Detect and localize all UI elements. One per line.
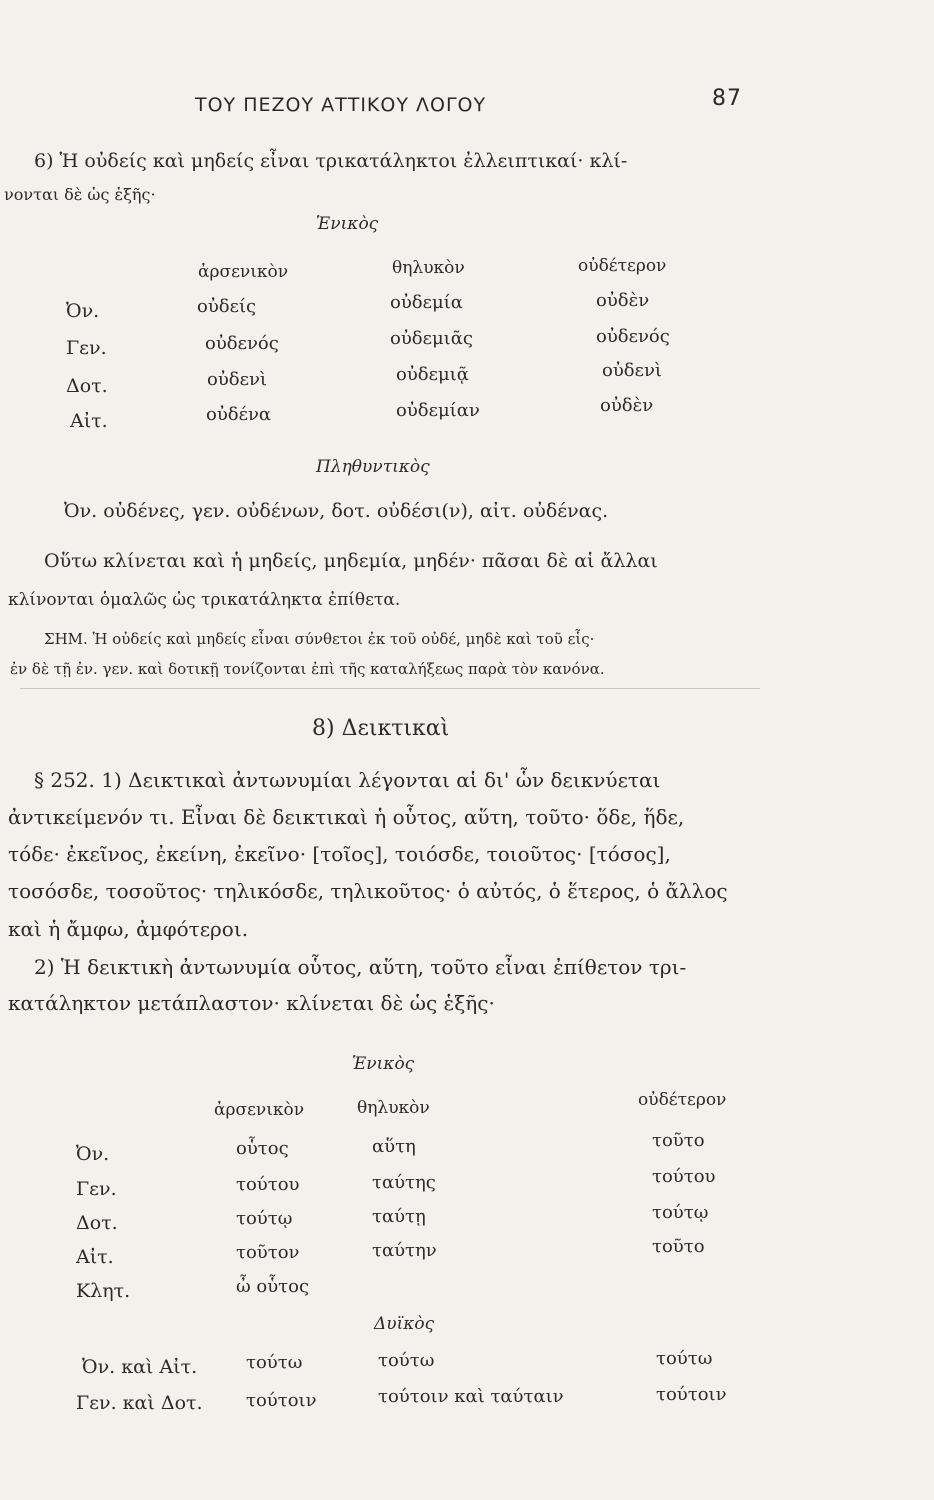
section8-title: 8) Δεικτικαὶ bbox=[312, 716, 450, 741]
table1-cell: οὐδενός bbox=[596, 326, 670, 347]
table2-case: Δοτ. bbox=[76, 1212, 118, 1234]
table2-cell: τοῦτο bbox=[652, 1130, 705, 1151]
table2-cell: τούτου bbox=[236, 1174, 300, 1195]
para-outo-line1: Οὕτω κλίνεται καὶ ἡ μηδείς, μηδεμία, μηδέν· πᾶσαι δὲ αἱ ἄλλαι bbox=[44, 550, 658, 572]
table1-cell: οὐδενός bbox=[205, 333, 279, 354]
table2-case: Αἰτ. bbox=[76, 1246, 114, 1268]
table1-cell: οὐδένα bbox=[206, 404, 272, 425]
page-number: 87 bbox=[712, 86, 742, 111]
para252-line2: ἀντικείμενόν τι. Εἶναι δὲ δεικτικαὶ ἡ οὗτος, αὕτη, τοῦτο· ὅδε, ἥδε, bbox=[8, 805, 685, 829]
divider-rule bbox=[20, 688, 760, 689]
table2-cell: οὗτος bbox=[236, 1138, 289, 1159]
table2-cell: τούτου bbox=[652, 1166, 716, 1187]
table2-dual-case: Γεν. καὶ Δοτ. bbox=[76, 1392, 203, 1414]
table1-cell: οὐδὲν bbox=[596, 290, 650, 311]
running-title: ΤΟΥ ΠΕΖΟΥ ΑΤΤΙΚΟΥ ΛΟΓΟΥ bbox=[195, 94, 487, 116]
table2-dual-title: Δυϊκὸς bbox=[374, 1314, 435, 1334]
table2-cell: αὕτη bbox=[372, 1136, 416, 1157]
table2-case: Κλητ. bbox=[76, 1280, 131, 1302]
table2-col-masc: ἀρσενικὸν bbox=[214, 1100, 305, 1120]
table2-cell: τούτοιν καὶ ταύταιν bbox=[378, 1386, 564, 1407]
table1-cell: οὐδὲν bbox=[600, 395, 654, 416]
para252-line1: § 252. 1) Δεικτικαὶ ἀντωνυμίαι λέγονται αἱ δι' ὧν δεικνύεται bbox=[34, 768, 661, 792]
para6-line1: 6) Ἡ οὐδείς καὶ μηδείς εἶναι τρικατάληκτοι ἐλλειπτικαί· κλί- bbox=[34, 150, 628, 172]
table1-cell: οὐδενὶ bbox=[602, 360, 662, 381]
table1-plural-line: Ὀν. οὐδένες, γεν. οὐδένων, δοτ. οὐδέσι(ν), αἰτ. οὐδένας. bbox=[64, 500, 609, 522]
table2-singular-title: Ἑνικὸς bbox=[352, 1054, 415, 1074]
table2-cell: ταύτης bbox=[372, 1172, 436, 1193]
table1-singular-title: Ἑνικὸς bbox=[316, 214, 379, 234]
table2-cell: τούτῳ bbox=[652, 1202, 709, 1223]
table1-plural-title: Πληθυντικὸς bbox=[316, 457, 430, 477]
table1-col-fem: θηλυκὸν bbox=[392, 258, 465, 278]
para252-line6: 2) Ἡ δεικτικὴ ἀντωνυμία οὗτος, αὕτη, τοῦτο εἶναι ἐπίθετον τρι- bbox=[34, 955, 687, 979]
table1-cell: οὐδεμίαν bbox=[396, 400, 480, 421]
table2-dual-case: Ὀν. καὶ Αἰτ. bbox=[82, 1356, 198, 1378]
note-line2: ἐν δὲ τῇ ἐν. γεν. καὶ δοτικῇ τονίζονται ἐπὶ τῆς καταλήξεως παρὰ τὸν κανόνα. bbox=[10, 660, 605, 678]
table2-col-neut: οὐδέτερον bbox=[638, 1090, 727, 1110]
table1-cell: οὐδενὶ bbox=[207, 369, 267, 390]
table2-cell: τούτω bbox=[656, 1348, 713, 1369]
para6-line2: νονται δὲ ὡς ἑξῆς· bbox=[4, 185, 156, 204]
para252-line4: τοσόσδε, τοσοῦτος· τηλικόσδε, τηλικοῦτος· ὁ αὐτός, ὁ ἕτερος, ὁ ἄλλος bbox=[8, 879, 728, 903]
para-outo-line2: κλίνονται ὁμαλῶς ὡς τρικατάληκτα ἐπίθετα. bbox=[8, 590, 401, 610]
table1-case: Αἰτ. bbox=[70, 410, 108, 432]
table1-col-masc: ἀρσενικὸν bbox=[198, 262, 289, 282]
para252-line7: κατάληκτον μετάπλαστον· κλίνεται δὲ ὡς ἑξῆς· bbox=[8, 991, 495, 1015]
table2-cell: τούτοιν bbox=[246, 1390, 317, 1411]
para252-line3: τόδε· ἐκεῖνος, ἐκείνη, ἐκεῖνο· [τοῖος], τοιόσδε, τοιοῦτος· [τόσος], bbox=[8, 842, 671, 866]
table2-cell: ταύτῃ bbox=[372, 1206, 426, 1227]
note-line1: ΣΗΜ. Ἡ οὐδείς καὶ μηδείς εἶναι σύνθετοι ἐκ τοῦ οὐδέ, μηδὲ καὶ τοῦ εἷς· bbox=[44, 630, 595, 648]
table2-case: Γεν. bbox=[76, 1178, 117, 1200]
table2-cell: ὦ οὗτος bbox=[236, 1276, 310, 1297]
para252-line5: καὶ ἡ ἄμφω, ἀμφότεροι. bbox=[8, 917, 249, 941]
table1-cell: οὐδείς bbox=[197, 296, 257, 317]
table2-cell: τοῦτο bbox=[652, 1236, 705, 1257]
table2-case: Ὀν. bbox=[76, 1143, 110, 1165]
table1-cell: οὐδεμία bbox=[390, 292, 463, 313]
table2-cell: τούτῳ bbox=[236, 1208, 293, 1229]
table2-cell: τούτοιν bbox=[656, 1384, 727, 1405]
table1-case: Δοτ. bbox=[66, 375, 108, 397]
table1-case: Ὀν. bbox=[66, 300, 100, 322]
table2-cell: τούτω bbox=[246, 1352, 303, 1373]
table1-cell: οὐδεμιᾷ bbox=[396, 364, 469, 385]
table1-case: Γεν. bbox=[66, 337, 107, 359]
table2-col-fem: θηλυκὸν bbox=[357, 1098, 430, 1118]
table2-cell: τοῦτον bbox=[236, 1242, 300, 1263]
table2-cell: τούτω bbox=[378, 1350, 435, 1371]
table2-cell: ταύτην bbox=[372, 1240, 437, 1261]
table1-cell: οὐδεμιᾶς bbox=[390, 328, 473, 349]
table1-col-neut: οὐδέτερον bbox=[578, 256, 667, 276]
